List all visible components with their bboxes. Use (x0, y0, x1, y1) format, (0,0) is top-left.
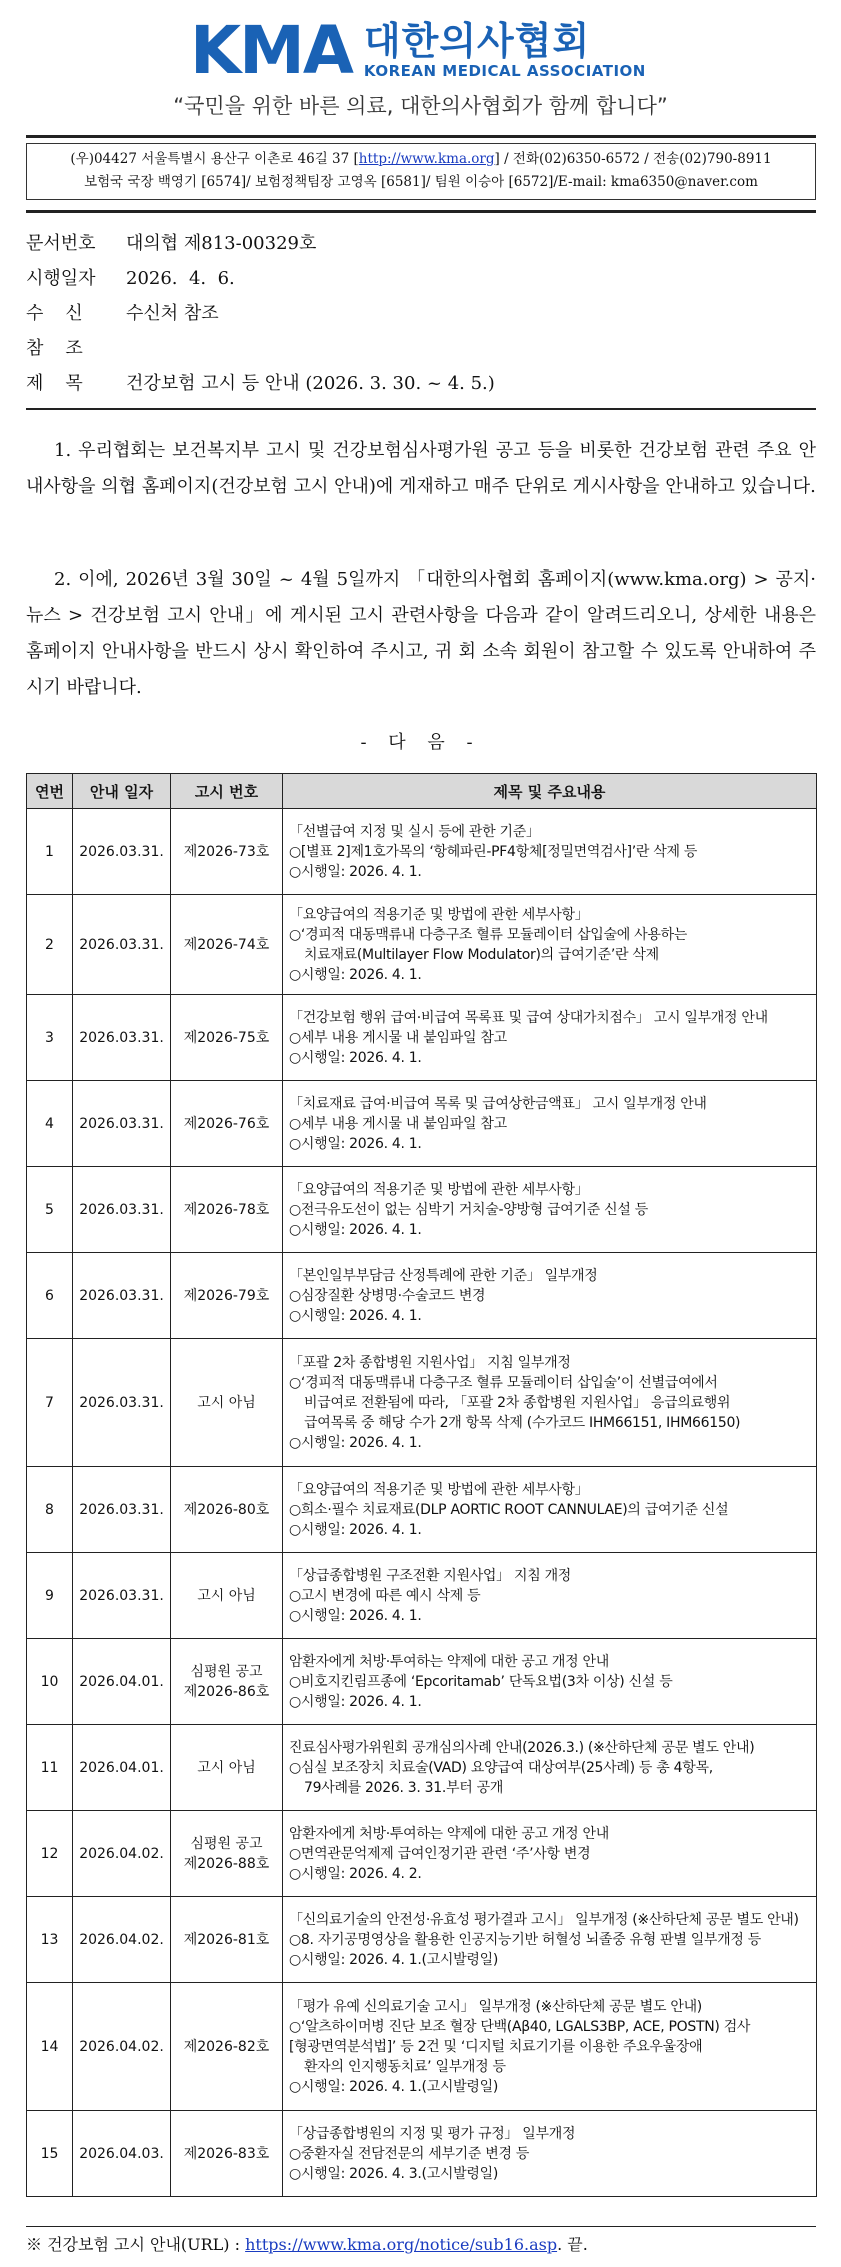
divider (26, 2226, 816, 2227)
col-header-notice-no: 고시 번호 (171, 774, 283, 809)
row-date: 2026.03.31. (73, 1339, 171, 1467)
slogan: “국민을 위한 바른 의료, 대한의사협회가 함께 합니다” (173, 94, 668, 118)
paragraph-2: 2. 이에, 2026년 3월 30일 ~ 4월 5일까지 「대한의사협회 홈페이지(www.kma.org) > 공지·뉴스 > 건강보험 고시 안내」에 게시된 고시 관련사항을 다음과 같이 알려드리오니, 상세한 내용은 홈페이지 안내사항을 반드시 상시 확인하여 주시고, 귀 회 소속 회원이 참고할 수 있도록 안내하여 주시기 바랍니다. (26, 569, 816, 698)
content-line: 암환자에게 처방·투여하는 약제에 대한 공고 개정 안내 (289, 1653, 609, 1670)
table-row (27, 1639, 817, 1725)
col-header-title: 제목 및 주요내용 (283, 774, 817, 809)
row-number: 10 (27, 1639, 73, 1725)
content-line: ○시행일: 2026. 4. 1. (289, 1307, 422, 1324)
content-line: ○전극유도선이 없는 심박기 거치술-양방형 급여기준 신설 등 (289, 1201, 648, 1218)
content-line: ○시행일: 2026. 4. 1. (289, 1607, 422, 1624)
reference-label: 참조 (26, 338, 105, 359)
row-notice-number: 제2026-81호 (171, 1897, 283, 1983)
content-line: 치료재료(Multilayer Flow Modulator)의 급여기준’란 삭제 (304, 946, 659, 963)
website-link[interactable]: http://www.kma.org (358, 151, 495, 167)
logo-kma-text: KMA (190, 12, 352, 89)
row-notice-number: 심평원 공고 제2026-86호 (171, 1639, 283, 1725)
row-date: 2026.03.31. (73, 1553, 171, 1639)
row-number: 13 (27, 1897, 73, 1983)
content-line: ○시행일: 2026. 4. 1. (289, 1521, 422, 1538)
table-row (27, 1081, 817, 1167)
document-meta (26, 226, 816, 401)
logo-english-name: KOREAN MEDICAL ASSOCIATION (363, 62, 646, 80)
row-date: 2026.04.01. (73, 1725, 171, 1811)
row-content (283, 1553, 817, 1639)
content-line: 「상급종합병원 구조전환 지원사업」 지침 개정 (289, 1567, 572, 1584)
row-number: 3 (27, 995, 73, 1081)
content-line: 「요양급여의 적용기준 및 방법에 관한 세부사항」 (289, 906, 589, 923)
table-row (27, 1339, 817, 1467)
recipient-label: 수신 (26, 303, 105, 324)
contact-box (26, 143, 816, 200)
table-row (27, 1811, 817, 1897)
row-notice-number: 제2026-80호 (171, 1467, 283, 1553)
content-line: ○시행일: 2026. 4. 1. (289, 1135, 422, 1152)
subject: 건강보험 고시 등 안내 (2026. 3. 30. ~ 4. 5.) (126, 373, 495, 394)
table-row (27, 1553, 817, 1639)
content-line: ○비호지킨림프종에 ‘Epcoritamab’ 단독요법(3차 이상) 신설 등 (289, 1673, 673, 1690)
content-line: 진료심사평가위원회 공개심의사례 안내(2026.3.) (※산하단체 공문 별도 안내) (289, 1739, 755, 1756)
content-line: ○시행일: 2026. 4. 1. (289, 863, 422, 880)
row-notice-number: 고시 아님 (171, 1725, 283, 1811)
row-date: 2026.03.31. (73, 995, 171, 1081)
row-number: 4 (27, 1081, 73, 1167)
row-notice-number: 제2026-83호 (171, 2111, 283, 2197)
row-date: 2026.04.03. (73, 2111, 171, 2197)
issue-date: 2026. 4. 6. (126, 268, 235, 289)
table-row (27, 1897, 817, 1983)
row-content (283, 995, 817, 1081)
content-line: 「요양급여의 적용기준 및 방법에 관한 세부사항」 (289, 1181, 589, 1198)
content-line: ○심장질환 상병명·수술코드 변경 (289, 1287, 486, 1304)
col-header-date: 안내 일자 (73, 774, 171, 809)
content-line: 「포괄 2차 종합병원 지원사업」 지침 일부개정 (289, 1354, 571, 1371)
recipient: 수신처 참조 (126, 303, 219, 324)
row-notice-number: 제2026-75호 (171, 995, 283, 1081)
row-notice-number: 고시 아님 (171, 1553, 283, 1639)
col-header-no: 연번 (27, 774, 73, 809)
table-row (27, 1725, 817, 1811)
row-number: 11 (27, 1725, 73, 1811)
notice-url-link[interactable]: https://www.kma.org/notice/sub16.asp (245, 2235, 558, 2254)
content-line: ○시행일: 2026. 4. 1. (289, 1049, 422, 1066)
row-notice-number: 제2026-73호 (171, 809, 283, 895)
contact-line-1: (우)04427 서울특별시 용산구 이촌로 46길 37 [http://www.kma.org] / 전화(02)6350-6572 / 전송(02)790-8911 (70, 151, 772, 167)
table-row (27, 995, 817, 1081)
divider (26, 210, 816, 213)
row-date: 2026.04.02. (73, 1983, 171, 2111)
content-line: ○세부 내용 게시물 내 붙임파일 참고 (289, 1029, 507, 1046)
row-date: 2026.04.02. (73, 1811, 171, 1897)
content-line: ○‘경피적 대동맥류내 다층구조 혈류 모듈레이터 삽입술에 사용하는 (289, 926, 688, 943)
recipient-row (26, 296, 816, 331)
row-notice-number: 제2026-82호 (171, 1983, 283, 2111)
table-row (27, 809, 817, 895)
content-line: 비급여로 전환됨에 따라, 「포괄 2차 종합병원 지원사업」 응급의료행위 (304, 1394, 731, 1411)
logo-korean-name: 대한의사협회 (363, 19, 591, 63)
row-number: 1 (27, 809, 73, 895)
divider (26, 135, 816, 138)
row-date: 2026.03.31. (73, 1253, 171, 1339)
row-date: 2026.03.31. (73, 809, 171, 895)
content-line: 「평가 유예 신의료기술 고시」 일부개정 (※산하단체 공문 별도 안내) (289, 1998, 702, 2015)
row-notice-number: 심평원 공고 제2026-88호 (171, 1811, 283, 1897)
subject-row (26, 366, 816, 401)
content-line: ○심실 보조장치 치료술(VAD) 요양급여 대상여부(25사례) 등 총 4항목, (289, 1759, 713, 1776)
content-line: ○8. 자기공명영상을 활용한 인공지능기반 허혈성 뇌졸중 유형 판별 일부개정 등 (289, 1931, 761, 1948)
row-number: 14 (27, 1983, 73, 2111)
row-number: 5 (27, 1167, 73, 1253)
row-number: 15 (27, 2111, 73, 2197)
row-notice-number: 제2026-79호 (171, 1253, 283, 1339)
row-content (283, 1339, 817, 1467)
row-content (283, 1897, 817, 1983)
content-line: 「건강보험 행위 급여·비급여 목록표 및 급여 상대가치점수」 고시 일부개정 안내 (289, 1009, 768, 1026)
subject-label: 제목 (26, 373, 105, 394)
row-number: 7 (27, 1339, 73, 1467)
divider (26, 408, 816, 410)
row-notice-number: 제2026-74호 (171, 895, 283, 995)
row-date: 2026.03.31. (73, 895, 171, 995)
content-line: 79사례를 2026. 3. 31.부터 공개 (304, 1779, 504, 1796)
row-date: 2026.04.02. (73, 1897, 171, 1983)
row-date: 2026.03.31. (73, 1467, 171, 1553)
paragraph-1: 1. 우리협회는 보건복지부 고시 및 건강보험심사평가원 공고 등을 비롯한 건강보험 관련 주요 안내사항을 의협 홈페이지(건강보험 고시 안내)에 게재하고 매주 단위로 게시사항을 안내하고 있습니다. (26, 440, 816, 497)
content-line: 「신의료기술의 안전성·유효성 평가결과 고시」 일부개정 (※산하단체 공문 별도 안내) (289, 1911, 799, 1928)
row-content (283, 1167, 817, 1253)
row-number: 6 (27, 1253, 73, 1339)
content-line: ○시행일: 2026. 4. 1. (289, 966, 422, 983)
notice-table (26, 773, 817, 2197)
content-line: [형광면역분석법]’ 등 2건 및 ‘디지털 치료기기를 이용한 주요우울장애 (289, 2038, 703, 2055)
doc-number-label: 문서번호 (26, 233, 96, 254)
table-row (27, 895, 817, 995)
table-row (27, 2111, 817, 2197)
content-line: ○‘경피적 대동맥류내 다층구조 혈류 모듈레이터 삽입술’이 선별급여에서 (289, 1374, 718, 1391)
content-line: 「상급종합병원의 지정 및 평가 규정」 일부개정 (289, 2125, 576, 2142)
date-row (26, 261, 816, 296)
row-notice-number: 제2026-78호 (171, 1167, 283, 1253)
table-body (27, 809, 817, 2197)
content-line: 「치료재료 급여·비급여 목록 및 급여상한금액표」 고시 일부개정 안내 (289, 1095, 707, 1112)
row-number: 12 (27, 1811, 73, 1897)
kma-logo (190, 12, 646, 89)
content-line: ○시행일: 2026. 4. 1.(고시발령일) (289, 1951, 498, 1968)
row-content (283, 1983, 817, 2111)
content-line: ○희소·필수 치료재료(DLP AORTIC ROOT CANNULAE)의 급여기준 신설 (289, 1501, 729, 1518)
doc-number: 대의협 제813-00329호 (126, 233, 317, 254)
row-content (283, 1725, 817, 1811)
content-line: 암환자에게 처방·투여하는 약제에 대한 공고 개정 안내 (289, 1825, 609, 1842)
table-row (27, 1253, 817, 1339)
row-date: 2026.03.31. (73, 1167, 171, 1253)
content-line: 환자의 인지행동치료’ 일부개정 등 (304, 2058, 506, 2075)
row-content (283, 1639, 817, 1725)
row-content (283, 2111, 817, 2197)
doc-number-row (26, 226, 816, 261)
row-content (283, 1811, 817, 1897)
content-line: ○중환자실 전담전문의 세부기준 변경 등 (289, 2145, 530, 2162)
row-content (283, 809, 817, 895)
table-header-row (27, 774, 817, 809)
reference-row (26, 331, 816, 366)
table-row (27, 1167, 817, 1253)
row-number: 8 (27, 1467, 73, 1553)
content-line: 급여목록 중 해당 수가 2개 항목 삭제 (수가코드 IHM66151, IHM66150) (304, 1414, 741, 1431)
content-line: ○세부 내용 게시물 내 붙임파일 참고 (289, 1115, 507, 1132)
content-line: ○‘알츠하이머병 진단 보조 혈장 단백(Aβ40, LGALS3BP, ACE, POSTN) 검사 (289, 2018, 751, 2035)
table-row (27, 1467, 817, 1553)
content-line: ○시행일: 2026. 4. 1. (289, 1221, 422, 1238)
row-content (283, 1467, 817, 1553)
row-notice-number: 고시 아님 (171, 1339, 283, 1467)
row-date: 2026.04.01. (73, 1639, 171, 1725)
content-line: ○시행일: 2026. 4. 1. (289, 1693, 422, 1710)
dame-heading: - 다 음 - (360, 732, 481, 753)
row-content (283, 1253, 817, 1339)
table-row (27, 1983, 817, 2111)
content-line: ○시행일: 2026. 4. 3.(고시발령일) (289, 2165, 498, 2182)
content-line: ○시행일: 2026. 4. 2. (289, 1865, 422, 1882)
content-line: 「본인일부부담금 산정특례에 관한 기준」 일부개정 (289, 1267, 598, 1284)
row-content (283, 1081, 817, 1167)
row-content (283, 895, 817, 995)
letterhead (0, 10, 841, 125)
content-line: ○고시 변경에 따른 예시 삭제 등 (289, 1587, 481, 1604)
contact-line-2: 보험국 국장 백영기 [6574]/ 보험정책팀장 고영옥 [6581]/ 팀원 이승아 [6572]/E-mail: kma6350@naver.com (84, 174, 758, 190)
row-number: 9 (27, 1553, 73, 1639)
content-line: ○시행일: 2026. 4. 1.(고시발령일) (289, 2078, 498, 2095)
row-notice-number: 제2026-76호 (171, 1081, 283, 1167)
content-line: 「요양급여의 적용기준 및 방법에 관한 세부사항」 (289, 1481, 589, 1498)
content-line: ○면역관문억제제 급여인정기관 관련 ‘주’사항 변경 (289, 1845, 591, 1862)
footer-note: ※ 건강보험 고시 안내(URL) : https://www.kma.org/notice/sub16.asp. 끝. (26, 2235, 588, 2254)
date-label: 시행일자 (26, 268, 96, 289)
content-line: 「선별급여 지정 및 실시 등에 관한 기준」 (289, 823, 540, 840)
row-number: 2 (27, 895, 73, 995)
row-date: 2026.03.31. (73, 1081, 171, 1167)
content-line: ○[별표 2]제1호가목의 ‘항헤파린-PF4항체[정밀면역검사]’란 삭제 등 (289, 843, 698, 860)
content-line: ○시행일: 2026. 4. 1. (289, 1434, 422, 1451)
